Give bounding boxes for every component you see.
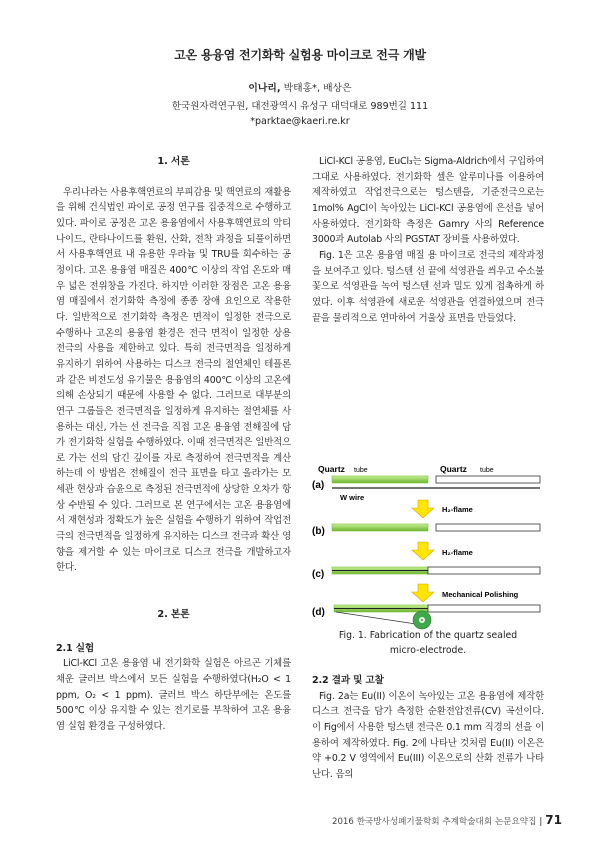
page-footer	[332, 813, 562, 827]
caption-line-2: micro-electrode.	[389, 645, 467, 656]
sealed-tube-b	[332, 524, 428, 531]
step1-label: H₂-flame	[442, 505, 473, 514]
new-tube-b	[436, 524, 540, 531]
fabrication-paragraph: Fig. 1은 고온 용융염 매질 용 마이크로 전극의 제작과정을 보여주고 있다. 텅스텐 선 끝에 석영관을 씌우고 수소불꽃으로 석영관을 녹여 텅스텐 선과 밀도 있게 접촉하게 하였다. 이후 석영관에 새로운 석영관을 연결하였으며 전극 끝을 물리적으로 연마하여 거울상 표면을 만들었다.	[312, 249, 544, 324]
quartz-tube-a-green	[332, 476, 428, 483]
right-column-top	[312, 154, 544, 326]
panel-a-label: (a)	[312, 480, 325, 491]
panel-d-label: (d)	[312, 607, 325, 618]
tip-pointer-line	[336, 612, 416, 624]
corresponding-email: *parktae@kaeri.re.kr	[250, 116, 350, 127]
quartz-label-right: Quartz	[440, 464, 467, 474]
joined-tube-c-white	[428, 567, 540, 574]
figure-caption	[306, 628, 550, 658]
results-paragraph: Fig. 2a는 Eu(II) 이온이 녹아있는 고온 용융염에 제작한 디스크 전극을 담가 측정한 순환전압전류(CV) 곡선이다. 이 Fig에서 사용한 텅스텐 전극은 0.1 mm 직경의 선을 이용하여 제작하였다. Fig. 2에 나타난 것처럼 Eu(II) 이온은 약 +0.2 V 영역에서 Eu(III) 이온으로의 산화 전류가 나타난다. 음의	[312, 690, 544, 780]
intro-heading: 1. 서론	[157, 156, 190, 167]
tube-label-right: tube	[480, 467, 494, 474]
step-arrow-3	[412, 584, 434, 602]
step2-label: H₂-flame	[442, 548, 473, 557]
right-column-bottom	[312, 673, 544, 783]
paper-title: 고온 용융염 전기화학 실험용 마이크로 전극 개발	[174, 48, 426, 62]
results-heading: 2.2 결과 및 고찰	[312, 675, 384, 686]
fabrication-figure	[312, 460, 544, 630]
electrode-tip-center	[421, 619, 423, 621]
materials-paragraph: LiCl-KCl 공용염, EuCl₃는 Sigma-Aldrich에서 구입하여 그대로 사용하였다. 전기화학 셀은 알루미나를 이용하여 제작하였고 작업전극으로는 텅스텐을, 기준전극으로는 1mol% AgCl이 녹아있는 LiCl-KCl 공용염에 은선을 넣어 사용하였다. 전기화학 측정은 Gamry 사의 Reference 3000과 Autolab 사의 PGSTAT 장비를 사용하였다.	[312, 156, 544, 246]
left-column	[56, 154, 291, 735]
body-heading: 2. 본론	[157, 609, 190, 621]
w-wire-label: W wire	[340, 493, 365, 502]
first-author: 이나리,	[248, 83, 281, 94]
author-line	[0, 80, 600, 94]
co-authors: 박태홍*, 배상은	[280, 83, 352, 94]
experiment-paragraph: LiCl-KCl 고온 용융염 내 전기화학 실험은 아르곤 기체를 채운 글러브 박스에서 모든 실험을 수행하였다(H₂O < 1 ppm, O₂ < 1 ppm). 글러브 박스 하단부에는 온도를 500℃ 이상 유지할 수 있는 전기로를 부착하여 고온 용융염 실험 환경을 구성하였다.	[56, 658, 291, 732]
polished-tube-d-white	[428, 605, 540, 612]
page-number: 71	[545, 813, 562, 827]
quartz-tube-a-white	[436, 476, 540, 483]
affiliation: 한국원자력연구원, 대전광역시 유성구 대덕대로 989번길 111	[171, 101, 429, 112]
quartz-label-left: Quartz	[318, 464, 345, 474]
step3-label: Mechanical Polishing	[442, 590, 519, 599]
intro-paragraph: 우리나라는 사용후핵연료의 부피감용 및 핵연료의 재활용을 위해 건식법인 파이로 공정 연구를 집중적으로 수행하고 있다. 파이로 공정은 고온 용융염에서 사용후핵연료의 악티나이드, 란타나이드를 환원, 산화, 전착 과정을 되풀이하면서 사용후핵연료 내 유용한 우라늄 및 TRU를 회수하는 공정이다. 고온 용융염 매질은 400℃ 이상의 작업 온도와 매우 넓은 전위창을 가진다. 하지만 이러한 장점은 고온 용융염 매질에서 전기화학 측정에 종종 장애 요인으로 작용한다. 일반적으로 전기화학 측정은 면적이 일정한 전극으로 수행하나 고온의 용융염 환경은 전극 면적이 일정한 상용 전극의 사용을 제한하고 있다. 특히 전극면적을 일정하게 유지하기 위하여 사용하는 디스크 전극의 절연체인 테플론과 같은 비전도성 유기물은 용융염의 400℃ 이상의 고온에 의해 손상되기 때문에 사용할 수 없다. 그러므로 대부분의 연구 그룹들은 전극면적을 일정하게 유지하는 절연체를 사용하는 대신, 가는 선 전극을 직접 고온 용융염 전해질에 담가 전기화학 실험을 수행하였다. 이때 전극면적은 일반적으로 가는 선의 담긴 깊이를 자로 측정하여 전극면적을 계산하는데 이 방법은 전해질이 전극 표면을 타고 올라가는 모세관 현상과 습윤으로 측정된 전극면적에 상당한 오차가 항상 수반될 수 있다. 그러므로 본 연구에서는 고온 용융염에서 재현성과 정확도가 높은 실험을 수행하기 위하여 작업전극의 전극면적을 일정하게 유지하는 디스크 전극과 확산 영향을 제거할 수 있는 마이크로 디스크 전극을 개발하고자 한다.	[56, 186, 291, 574]
panel-c-label: (c)	[312, 569, 325, 580]
panel-b-label: (b)	[312, 526, 325, 537]
footer-separator: |	[539, 817, 543, 827]
caption-line-1: Fig. 1. Fabrication of the quartz sealed	[338, 630, 518, 641]
tube-label-left: tube	[354, 467, 368, 474]
step-arrow-1	[412, 500, 434, 518]
experiment-heading: 2.1 실험	[56, 642, 94, 654]
footer-text: 2016 한국방사성폐기물학회 추계학술대회 논문요약집	[331, 817, 537, 827]
step-arrow-2	[412, 542, 434, 560]
